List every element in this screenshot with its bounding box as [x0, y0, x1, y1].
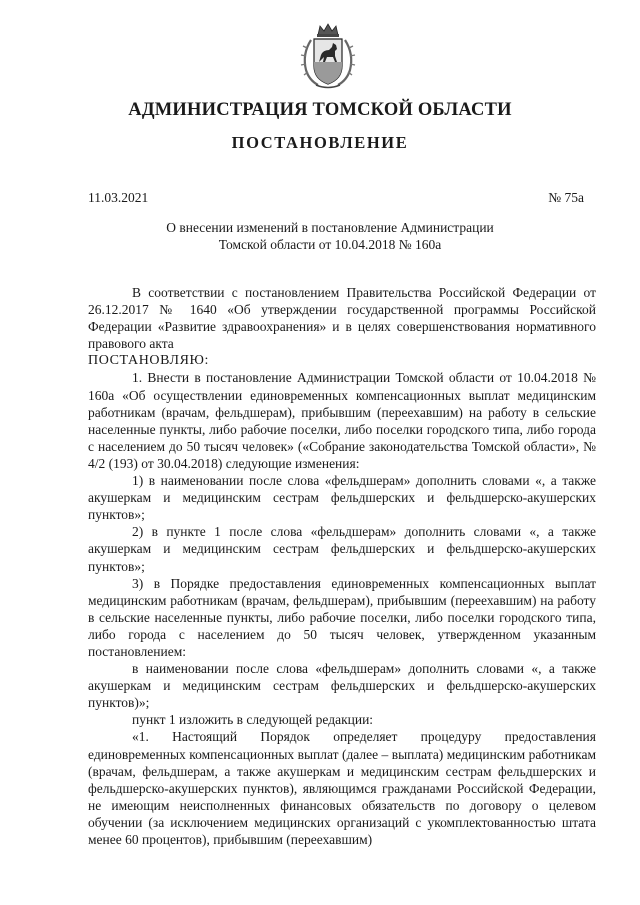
- subitem-3-paragraph: 3) в Порядке предоставления единовременных компенсационных выплат медицинским работникам (врачам, фельдшерам), прибывшим (переехавшим) на работу в сельские населенные пункты, либо рабочие поселки, либо поселки городского типа, либо города с населением до 50 тысяч человек, утвержденном указанным постановлением:: [88, 575, 596, 659]
- subitem-1-paragraph: 1) в наименовании после слова «фельдшерам» дополнить словами «, а также акушеркам и медицинским сестрам фельдшерских и фельдшерско-акушерских пунктов»;: [88, 473, 596, 523]
- document-type: ПОСТАНОВЛЕНИЕ: [231, 133, 409, 152]
- subject-line-1: О внесении изменений в постановление Администрации: [166, 220, 494, 235]
- document-number: № 75а: [548, 190, 584, 205]
- tomsk-coat-of-arms-icon: [298, 22, 358, 90]
- document-date: 11.03.2021: [88, 190, 149, 205]
- preamble-paragraph: В соответствии с постановлением Правительства Российской Федерации от 26.12.2017 № 1640 «Об утверждении государственной программы Российской Федерации «Развитие здравоохранения» и в целях совершенствования нормативного правового акта: [88, 285, 596, 352]
- subitem-3a-paragraph: в наименовании после слова «фельдшерам» дополнить словами «, а также акушеркам и медицинским сестрам фельдшерских и фельдшерско-акушерских пунктов)»;: [88, 661, 596, 711]
- decree-heading: ПОСТАНОВЛЯЮ:: [88, 353, 210, 369]
- subject-line-2: Томской области от 10.04.2018 № 160а: [218, 237, 442, 252]
- quoted-clause-paragraph: «1. Настоящий Порядок определяет процедуру предоставления единовременных компенсационных выплат (далее – выплата) медицинским работникам (врачам, фельдшерам, а также акушеркам и медицинским сестрам фельдшерских и фельдшерско-акушерских пунктов), являющимся гражданами Российской Федерации, не имеющим неисполненных финансовых обязательств по договору о целевом обучении (за исключением медицинских организаций с укомплектованностью штата менее 60 процентов), прибывшим (переехавшим): [88, 729, 596, 847]
- organization-title: АДМИНИСТРАЦИЯ ТОМСКОЙ ОБЛАСТИ: [128, 100, 512, 120]
- document-subject: [140, 219, 520, 253]
- subitem-2-paragraph: 2) в пункте 1 после слова «фельдшерам» дополнить словами «, а также акушеркам и медицинским сестрам фельдшерских и фельдшерско-акушерских пунктов»;: [88, 524, 596, 574]
- item-1-paragraph: 1. Внести в постановление Администрации Томской области от 10.04.2018 № 160а «Об осуществлении единовременных компенсационных выплат медицинским работникам (врачам, фельдшерам), прибывшим (переехавшим) на работу в сельские населенные пункты, либо рабочие поселки, либо поселки городского типа, либо города с населением до 50 тысяч человек» («Собрание законодательства Томской области», № 4/2 (193) от 30.04.2018) следующие изменения:: [88, 370, 596, 471]
- subitem-3b-paragraph: пункт 1 изложить в следующей редакции:: [132, 712, 374, 728]
- document-body: [88, 284, 596, 848]
